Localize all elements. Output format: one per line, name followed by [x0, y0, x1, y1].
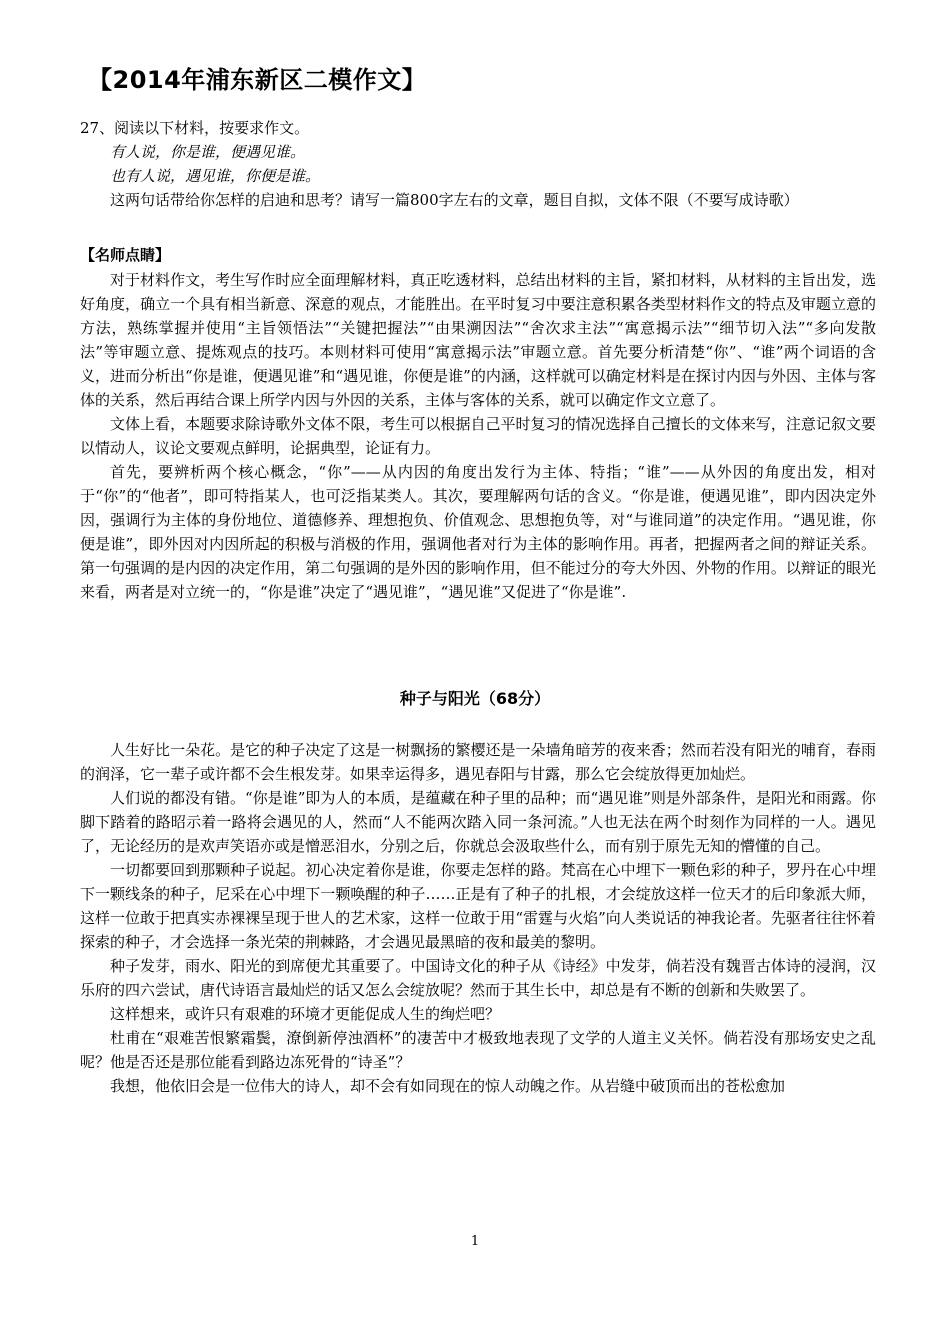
essay-paragraph: 人生好比一朵花。是它的种子决定了这是一树飘扬的繁樱还是一朵墙角暗芳的夜来香；然而若没有阳光的哺育，春雨的润泽，它一辈子或许都不会生根发芽。如果幸运得多，遇见春阳与甘露，那么它会绽放得更加灿烂。 — [80, 741, 876, 783]
analysis-paragraph: 文体上看，本题要求除诗歌外文体不限，考生可以根据自己平时复习的情况选择自己擅长的文体来写，注意记叙文要以情动人，议论文要观点鲜明，论据典型，论证有力。 — [80, 415, 876, 457]
question-block — [80, 116, 876, 212]
analysis-block — [80, 268, 876, 604]
essay-paragraph: 这样想来，或许只有艰难的环境才更能促成人生的绚烂吧？ — [110, 1005, 501, 1023]
essay-paragraph: 我想，他依旧会是一位伟大的诗人，却不会有如同现在的惊人动魄之作。从岩缝中破顶而出的苍松愈加 — [110, 1077, 786, 1095]
question-quote: 也有人说，遇见谁，你便是谁。 — [110, 167, 321, 185]
question-prompt: 27、阅读以下材料，按要求作文。 — [80, 119, 310, 137]
essay-paragraph: 一切都要回到那颗种子说起。初心决定着你是谁，你要走怎样的路。梵高在心中埋下一颗色彩的种子，罗丹在心中埋下一颗线条的种子，尼采在心中埋下一颗唤醒的种子……正是有了种子的扎根，才会绽放这样一位天才的后印象派大师，这样一位敢于把真实赤裸裸呈现于世人的艺术家，这样一位敢于用“雷霆与火焰”向人类说话的神我论者。先驱者往往怀着探索的种子，才会选择一条光荣的荆棘路，才会遇见最黑暗的夜和最美的黎明。 — [80, 861, 876, 951]
document-title: 【2014年浦东新区二模作文】 — [88, 66, 427, 94]
essay-block — [80, 738, 876, 1098]
essay-title: 种子与阳光（68分） — [399, 689, 551, 708]
essay-paragraph: 杜甫在“艰难苦恨繁霜鬓，潦倒新停浊酒杯”的凄苦中才极致地表现了文学的人道主义关怀。倘若没有那场安史之乱呢？他是否还是那位能看到路边冻死骨的“诗圣”？ — [80, 1029, 876, 1071]
analysis-heading: 【名师点睛】 — [80, 246, 171, 264]
question-requirement: 这两句话带给你怎样的启迪和思考？请写一篇800字左右的文章，题目自拟，文体不限（不要写成诗歌） — [110, 191, 799, 209]
question-quote: 有人说，你是谁，便遇见谁。 — [110, 143, 306, 161]
analysis-paragraph: 首先，要辨析两个核心概念，“你”——从内因的角度出发行为主体、特指；“谁”——从外因的角度出发，相对于“你”的“他者”，即可特指某人，也可泛指某类人。其次，要理解两句话的含义。“你是谁，便遇见谁”，即内因决定外因，强调行为主体的身份地位、道德修养、理想抱负、价值观念、思想抱负等，对“与谁同道”的决定作用。“遇见谁，你便是谁”，即外因对内因所起的积极与消极的作用，强调他者对行为主体的影响作用。再者，把握两者之间的辩证关系。第一句强调的是内因的决定作用，第二句强调的是外因的影响作用，但不能过分的夸大外因、外物的作用。以辩证的眼光来看，两者是对立统一的，“你是谁”决定了“遇见谁”，“遇见谁”又促进了“你是谁”. — [80, 463, 876, 601]
page-number: 1 — [470, 1234, 480, 1249]
essay-paragraph: 种子发芽，雨水、阳光的到席便尤其重要了。中国诗文化的种子从《诗经》中发芽，倘若没有魏晋古体诗的浸润，汉乐府的四六尝试，唐代诗语言最灿烂的话又怎么会绽放呢？然而于其生长中，却总是有不断的创新和失败罢了。 — [80, 957, 876, 999]
essay-paragraph: 人们说的都没有错。“你是谁”即为人的本质，是蕴藏在种子里的品种；而“遇见谁”则是外部条件，是阳光和雨露。你脚下踏着的路昭示着一路将会遇见的人，然而“人不能两次踏入同一条河流。”人也无法在两个时刻作为同样的一人。遇见了，无论经历的是欢声笑语亦或是憎恶泪水，分别之后，你就总会汲取些什么，而有别于原先无知的懵懂的自己。 — [80, 789, 876, 855]
analysis-paragraph: 对于材料作文，考生写作时应全面理解材料，真正吃透材料，总结出材料的主旨，紧扣材料，从材料的主旨出发，选好角度，确立一个具有相当新意、深意的观点，才能胜出。在平时复习中要注意积累各类型材料作文的特点及审题立意的方法，熟练掌握并使用“主旨领悟法”“关键把握法”“由果溯因法”“舍次求主法”“寓意揭示法”“细节切入法”“多向发散法”等审题立意、提炼观点的技巧。本则材料可使用“寓意揭示法”审题立意。首先要分析清楚“你”、“谁”两个词语的含义，进而分析出“你是谁，便遇见谁”和“遇见谁，你便是谁”的内涵，这样就可以确定材料是在探讨内因与外因、主体与客体的关系，然后再结合课上所学内因与外因的关系，主体与客体的关系，就可以确定作文立意了。 — [80, 271, 876, 409]
